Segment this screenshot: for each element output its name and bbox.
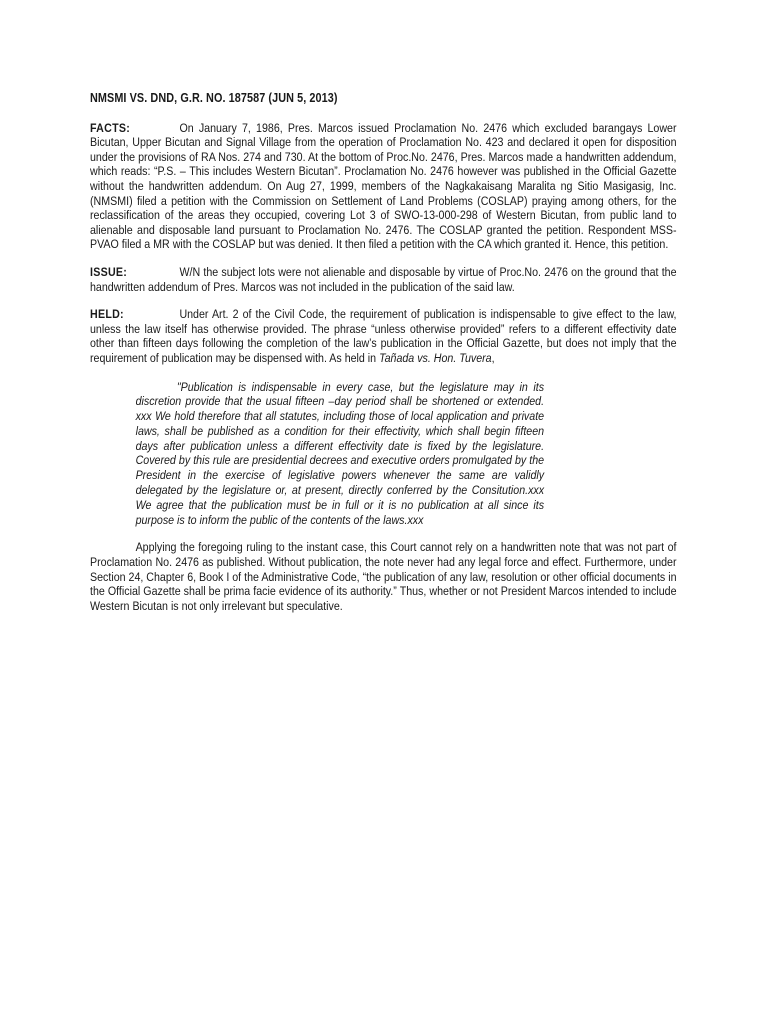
- facts-paragraph: [90, 121, 677, 252]
- case-title: NMSMI VS. DND, G.R. NO. 187587 (JUN 5, 2013): [90, 91, 338, 105]
- held-text: Under Art. 2 of the Civil Code, the requirement of publication is indispensable to give effect to the law, unless the law itself has otherwise provided. The phrase “unless otherwise provided” refers to a different effectivity date other than fifteen days following the completion of the law’s publication in the Official Gazette, but does not imply that the requirement of publication may be dispensed with. As held in: [90, 307, 677, 365]
- held-paragraph: [90, 307, 677, 365]
- issue-text: W/N the subject lots were not alienable and disposable by virtue of Proc.No. 2476 on the ground that the handwritten addendum of Pres. Marcos was not included in the publication of the said law.: [90, 264, 677, 294]
- document-body: [90, 91, 677, 613]
- quote-text: "Publication is indispensable in every case, but the legislature may in its discretion provide that the usual fifteen –day period shall be shortened or extended. xxx We hold therefore that all statutes, including those of local application and private laws, shall be published as a condition for their effectivity, which shall begin fifteen days after publication unless a different effectivity date is fixed by the legislature. Covered by this rule are presidential decrees and executive orders promulgated by the President in the exercise of legislative powers whenever the same are validly delegated by the legislature or, at present, directly conferred by the Consitution.xxx We agree that the publication must be in full or it is no publication at all since its purpose is to inform the public of the contents of the laws.xxx: [135, 379, 545, 527]
- held-trailing: ,: [491, 350, 495, 365]
- facts-text: On January 7, 1986, Pres. Marcos issued Proclamation No. 2476 which excluded barangays Lower Bicutan, Upper Bicutan and Signal Village from the operation of Proclamation No. 423 and declared it open for disposition under the provisions of RA Nos. 274 and 730. At the bottom of Proc.No. 2476, Pres. Marcos made a handwritten addendum, which reads: “P.S. – This includes Western Bicutan”. Proclamation No. 2476 however was published in the Official Gazette without the handwritten addendum. On Aug 27, 1999, members of the Nagkakaisang Maralita ng Sitio Masigasig, Inc. (NMSMI) filed a petition with the Commission on Settlement of Land Problems (COSLAP) praying among others, for the reclassification of the areas they occupied, covering Lot 3 of SWO-13-000-298 of Western Bicutan, from public land to alienable and disposable land pursuant to Proclamation No. 2476. The COSLAP granted the petition. Respondent MSS-PVAO filed a MR with the COSLAP but was denied. It then filed a petition with the CA which granted it. Hence, this petition.: [90, 120, 677, 252]
- held-label: HELD:: [90, 307, 124, 322]
- facts-label: FACTS:: [90, 120, 131, 135]
- ruling-paragraph: [90, 540, 677, 613]
- issue-label: ISSUE:: [90, 264, 128, 279]
- ruling-text: Applying the foregoing ruling to the instant case, this Court cannot rely on a handwritten note that was not part of Proclamation No. 2476 as published. Without publication, the note never had any legal force and effect. Furthermore, under Section 24, Chapter 6, Book I of the Administrative Code, “the publication of any law, resolution or other official documents in the Official Gazette shall be prima facie evidence of its authority.” Thus, whether or not President Marcos intended to include Western Bicutan is not only irrelevant but speculative.: [90, 540, 677, 613]
- held-case-name: Tañada vs. Hon. Tuvera: [379, 350, 492, 365]
- issue-paragraph: [90, 265, 677, 294]
- document-page: [90, 91, 677, 626]
- block-quote: [136, 380, 545, 528]
